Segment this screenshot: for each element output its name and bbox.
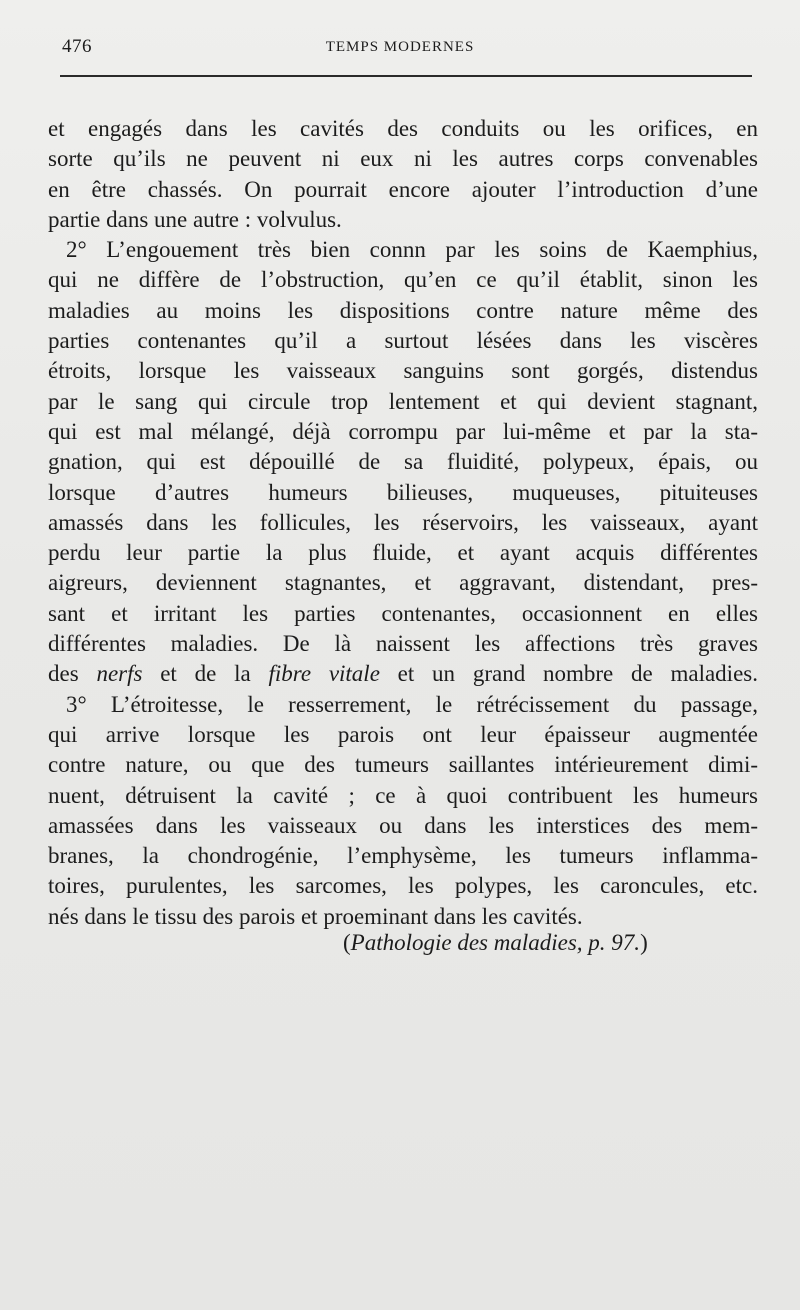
text-line: qui ne diffère de l’obstruction, qu’en ce qu’il établit, sinon les	[48, 267, 758, 293]
text-line: qui arrive lorsque les parois ont leur épaisseur augmentée	[48, 721, 758, 747]
text-line: parties contenantes qu’il a surtout lésées dans les viscères	[48, 328, 758, 354]
text-line: sant et irritant les parties contenantes, occasionnent en elles	[48, 600, 758, 626]
paragraph-3-start: 3° L’étroitesse, le resserrement, le rétrécissement du passage,	[66, 691, 758, 717]
text-fragment: et un grand nombre de maladies.	[379, 661, 758, 687]
text-line-with-italics	[48, 659, 758, 689]
text-line: sorte qu’ils ne peuvent ni eux ni les autres corps convenables	[48, 146, 758, 172]
text-line: branes, la chondrogénie, l’emphysème, les tumeurs inflamma-	[48, 843, 758, 869]
text-line: par le sang qui circule trop lentement et qui devient stagnant,	[48, 388, 758, 414]
text-line: gnation, qui est dépouillé de sa fluidité, polypeux, épais, ou	[48, 449, 758, 475]
text-line: étroits, lorsque les vaisseaux sanguins sont gorgés, distendus	[48, 358, 758, 384]
page-number: 476	[62, 36, 92, 57]
text-line: et engagés dans les cavités des conduits ou les orifices, en	[48, 116, 758, 141]
text-line: nés dans le tissu des parois et proeminant dans les cavités.	[48, 903, 583, 929]
text-line: lorsque d’autres humeurs bilieuses, muqueuses, pituiteuses	[48, 479, 758, 505]
paragraph-2-start: 2° L’engouement très bien connn par les soins de Kaemphius,	[66, 237, 758, 263]
text-line: qui est mal mélangé, déjà corrompu par lui-même et par la sta-	[48, 418, 758, 444]
citation-title: Pathologie des maladies, p. 97.	[350, 930, 641, 955]
text-line: contre nature, ou que des tumeurs saillantes intérieurement dimi-	[48, 752, 758, 778]
text-line: amassées dans les vaisseaux ou dans les interstices des mem-	[48, 812, 758, 838]
text-line: aigreurs, deviennent stagnantes, et aggravant, distendant, pres-	[48, 570, 758, 596]
text-line: perdu leur partie la plus fluide, et ayant acquis différentes	[48, 540, 758, 566]
text-line: différentes maladies. De là naissent les affections très graves	[48, 631, 758, 657]
running-head: TEMPS MODERNES	[325, 39, 475, 55]
text-line: amassés dans les follicules, les réservoirs, les vaisseaux, ayant	[48, 509, 758, 535]
italic-term-fibre-vitale: fibre vitale	[268, 661, 380, 687]
text-line: nuent, détruisent la cavité ; ce à quoi contribuent les humeurs	[48, 782, 758, 808]
body-text	[48, 114, 758, 932]
text-fragment: des	[48, 661, 97, 687]
citation	[343, 928, 648, 958]
text-fragment: et de la	[142, 661, 269, 687]
italic-term-nerfs: nerfs	[96, 661, 143, 687]
citation-close-paren: )	[640, 930, 648, 955]
header-rule	[60, 75, 752, 77]
text-line: toires, purulentes, les sarcomes, les polypes, les caroncules, etc.	[48, 873, 758, 899]
text-line: en être chassés. On pourrait encore ajouter l’introduction d’une	[48, 176, 758, 202]
citation-open-paren: (	[343, 930, 351, 955]
text-line: maladies au moins les dispositions contre nature même des	[48, 297, 758, 323]
text-line: partie dans une autre : volvulus.	[48, 206, 342, 232]
